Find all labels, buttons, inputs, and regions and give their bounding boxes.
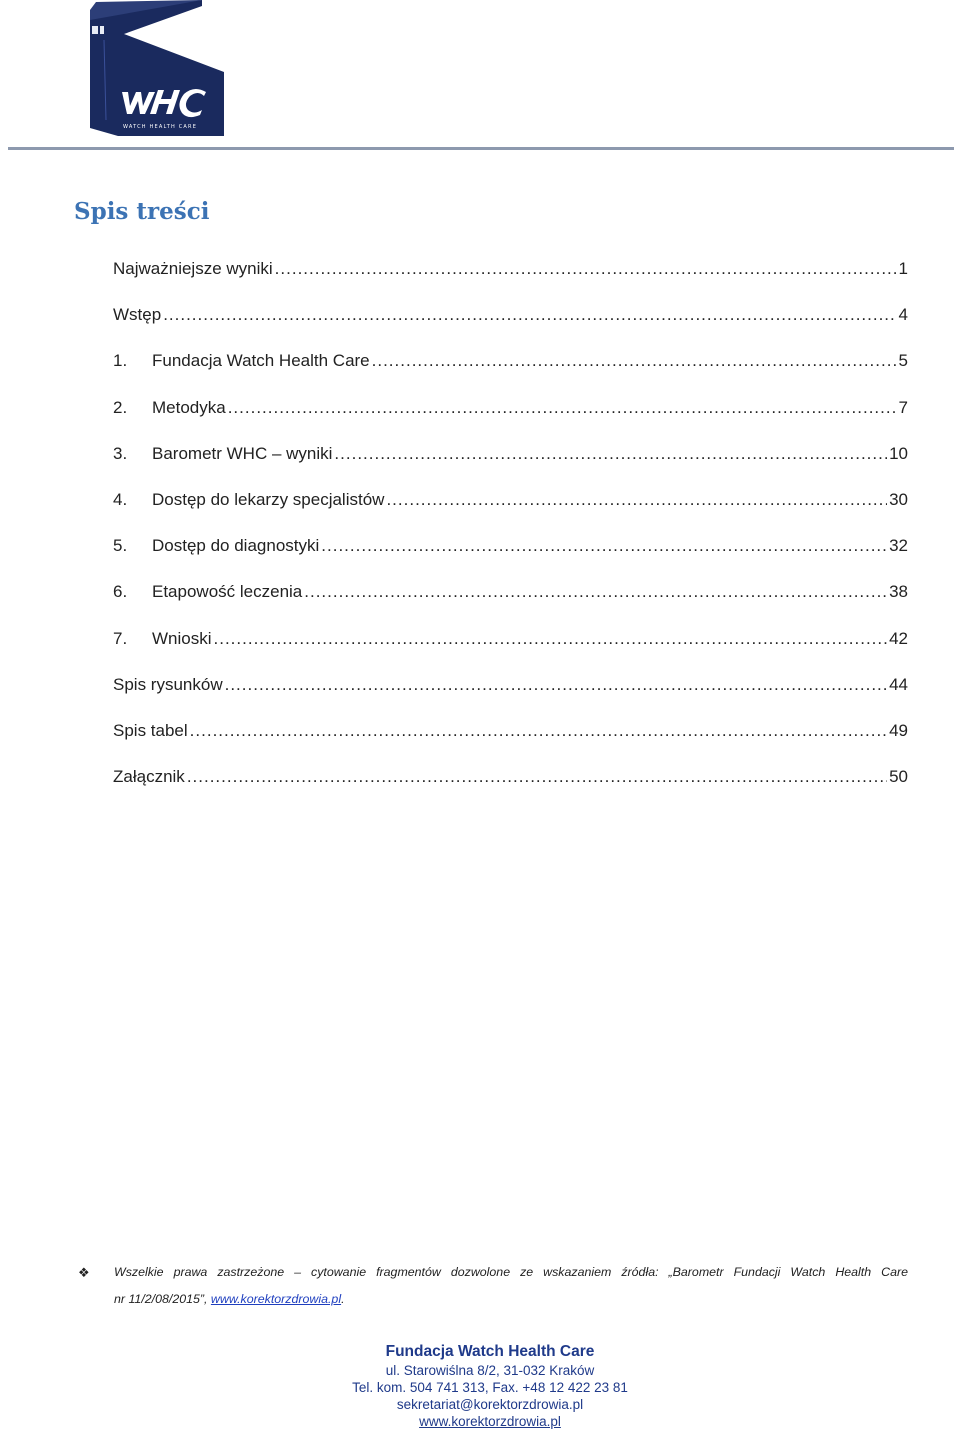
toc-dot-leader — [187, 767, 887, 787]
citation-number: nr 11/2/08/2015”, — [114, 1292, 208, 1306]
toc-dot-leader — [304, 582, 887, 602]
toc-entry-label: Etapowość leczenia — [152, 582, 303, 602]
toc-entry-page: 30 — [889, 489, 908, 509]
source-link[interactable]: www.korektorzdrowia.pl — [210, 1292, 342, 1306]
toc-entry-page: 50 — [889, 767, 908, 787]
toc-entry-label: Metodyka — [152, 397, 226, 417]
toc-dot-leader — [190, 721, 887, 741]
toc-entry-number: 7. — [113, 628, 128, 648]
toc-entry-label: Barometr WHC – wyniki — [152, 443, 333, 463]
toc-dot-leader — [334, 444, 887, 464]
toc-entry-page: 5 — [898, 351, 908, 371]
toc-entry-label: Spis rysunków — [113, 674, 223, 694]
footer-address: ul. Starowiślna 8/2, 31-032 Kraków — [385, 1363, 595, 1378]
toc-entry-label: Spis tabel — [113, 720, 188, 740]
toc-entry-label: Najważniejsze wyniki — [113, 259, 273, 278]
toc-entry-page: 49 — [889, 720, 908, 740]
toc-dot-leader — [386, 490, 887, 510]
toc-entry-label: Załącznik — [113, 767, 185, 787]
toc-entry[interactable] — [113, 582, 908, 628]
toc-entry-page: 1 — [898, 259, 908, 278]
logo-subtext: WATCH HEALTH CARE — [123, 124, 198, 130]
toc-entry-number: 5. — [113, 536, 128, 556]
copyright-text-line2 — [114, 1286, 908, 1313]
toc-entry[interactable] — [113, 536, 908, 582]
footer-org-name: Fundacja Watch Health Care — [385, 1343, 595, 1360]
toc-entry[interactable] — [113, 721, 908, 767]
toc-entry[interactable] — [113, 398, 908, 444]
toc-entry-page: 38 — [889, 582, 908, 602]
toc-entry-number: 3. — [113, 443, 128, 463]
diamond-bullet-icon: ❖ — [78, 1265, 90, 1280]
toc-entry-number: 6. — [113, 582, 128, 602]
toc-dot-leader — [275, 259, 897, 279]
footer-phones: Tel. kom. 504 741 313, Fax. +48 12 422 23 81 — [352, 1380, 628, 1395]
whc-logo — [86, 0, 226, 140]
footer-email[interactable]: sekretariat@korektorzdrowia.pl — [396, 1397, 584, 1412]
citation-end: . — [341, 1292, 345, 1306]
toc-entry[interactable] — [113, 259, 908, 305]
toc-dot-leader — [214, 629, 888, 649]
toc-entry-page: 32 — [889, 536, 908, 556]
page-footer — [280, 1342, 700, 1430]
toc-entry-label: Fundacja Watch Health Care — [152, 351, 370, 371]
toc-entry-page: 44 — [889, 674, 908, 694]
toc-entry[interactable] — [113, 490, 908, 536]
footer-website-link[interactable]: www.korektorzdrowia.pl — [419, 1414, 561, 1429]
toc-entry-number: 2. — [113, 397, 128, 417]
toc-entry-number: 1. — [113, 351, 128, 371]
toc-dot-leader — [163, 305, 896, 325]
toc-dot-leader — [372, 351, 897, 371]
toc-entry[interactable] — [113, 767, 908, 813]
toc-entry-page: 42 — [889, 628, 908, 648]
toc-dot-leader — [321, 536, 887, 556]
header-rule — [8, 147, 954, 150]
toc-title: Spis treści — [74, 198, 210, 225]
toc-entry[interactable] — [113, 444, 908, 490]
toc-entry-number: 4. — [113, 489, 128, 509]
toc-dot-leader — [228, 398, 897, 418]
toc-entry-label: Dostęp do diagnostyki — [152, 536, 320, 556]
toc-entry-page: 4 — [898, 305, 908, 325]
copyright-text-line1: Wszelkie prawa zastrzeżone – cytowanie fragmentów dozwolone ze wskazaniem źródła: „Barometr Fundacji Watch Health Care — [114, 1265, 908, 1279]
toc-entry[interactable] — [113, 675, 908, 721]
toc-entry-page: 7 — [898, 397, 908, 417]
copyright-notice — [78, 1259, 908, 1313]
toc-entry[interactable] — [113, 629, 908, 675]
toc-entry-label: Wnioski — [152, 628, 212, 648]
table-of-contents — [113, 259, 908, 813]
toc-entry[interactable] — [113, 351, 908, 397]
toc-dot-leader — [225, 675, 887, 695]
toc-entry-label: Dostęp do lekarzy specjalistów — [152, 489, 385, 509]
toc-entry-page: 10 — [889, 443, 908, 463]
toc-entry[interactable] — [113, 305, 908, 351]
toc-entry-label: Wstęp — [113, 305, 162, 325]
